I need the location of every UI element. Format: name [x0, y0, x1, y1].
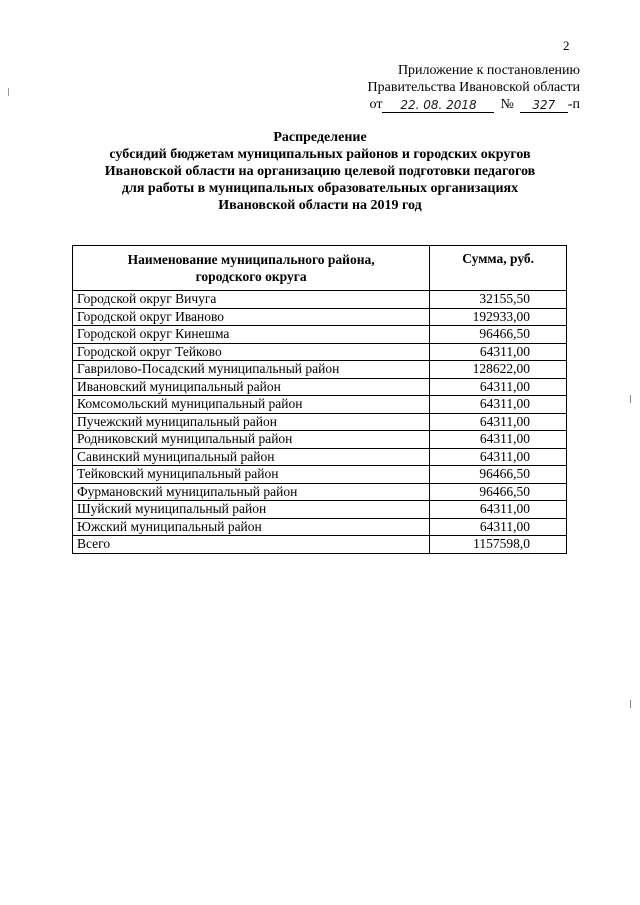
row-sum-cell: 96466,50: [430, 326, 567, 344]
row-sum-cell: 192933,00: [430, 308, 567, 326]
column-header-sum: Сумма, руб.: [430, 246, 567, 291]
date-prefix: от: [369, 97, 383, 112]
table-row: [73, 291, 567, 309]
scan-mark: [8, 88, 9, 96]
page-number: 2: [563, 38, 570, 53]
row-sum-cell: 128622,00: [430, 361, 567, 379]
row-sum-cell: 96466,50: [430, 466, 567, 484]
table-row: [73, 518, 567, 536]
row-name-cell: Фурмановский муниципальный район: [73, 483, 430, 501]
scan-mark: [630, 700, 631, 708]
table-row: [73, 466, 567, 484]
table-row: [73, 378, 567, 396]
row-sum-cell: 32155,50: [430, 291, 567, 309]
row-name-cell: Савинский муниципальный район: [73, 448, 430, 466]
row-name-cell: Комсомольский муниципальный район: [73, 396, 430, 414]
appendix-line-1: Приложение к постановлению: [397, 63, 580, 78]
title-line-2: субсидий бюджетам муниципальных районов и городских округов: [109, 147, 531, 162]
row-name-cell: Пучежский муниципальный район: [73, 413, 430, 431]
row-sum-cell: 64311,00: [430, 396, 567, 414]
title-line-1: Распределение: [273, 130, 367, 145]
row-sum-cell: 64311,00: [430, 448, 567, 466]
total-sum: 1157598,0: [430, 536, 567, 554]
column-header-name-line-2: городского округа: [195, 269, 307, 284]
table-row: [73, 326, 567, 344]
appendix-date-line: [340, 96, 580, 113]
row-sum-cell: 64311,00: [430, 413, 567, 431]
row-sum-cell: 64311,00: [430, 343, 567, 361]
distribution-table: [72, 245, 567, 554]
title-line-5: Ивановской области на 2019 год: [218, 198, 422, 213]
document-title: [40, 129, 600, 214]
row-name-cell: Городской округ Иваново: [73, 308, 430, 326]
total-row: [73, 536, 567, 554]
table-header-row: [73, 246, 567, 291]
row-sum-cell: 96466,50: [430, 483, 567, 501]
row-sum-cell: 64311,00: [430, 378, 567, 396]
appendix-header: [340, 62, 580, 113]
table-row: [73, 483, 567, 501]
table-row: [73, 396, 567, 414]
column-header-name: [73, 246, 430, 291]
row-name-cell: Шуйский муниципальный район: [73, 501, 430, 519]
row-name-cell: Тейковский муниципальный район: [73, 466, 430, 484]
table-row: [73, 413, 567, 431]
scan-mark: [630, 395, 631, 403]
row-sum-cell: 64311,00: [430, 518, 567, 536]
table-row: [73, 431, 567, 449]
row-name-cell: Городской округ Тейково: [73, 343, 430, 361]
table-row: [73, 308, 567, 326]
table-row: [73, 343, 567, 361]
table-row: [73, 361, 567, 379]
row-name-cell: Гаврилово-Посадский муниципальный район: [73, 361, 430, 379]
number-suffix: -п: [567, 97, 580, 112]
row-name-cell: Городской округ Кинешма: [73, 326, 430, 344]
title-line-3: Ивановской области на организацию целевой подготовки педагогов: [104, 164, 536, 179]
table-body: [73, 291, 567, 536]
table-row: [73, 448, 567, 466]
appendix-line-2: Правительства Ивановской области: [367, 80, 580, 95]
row-sum-cell: 64311,00: [430, 501, 567, 519]
handwritten-date: 22. 08. 2018: [382, 98, 494, 113]
row-name-cell: Ивановский муниципальный район: [73, 378, 430, 396]
column-header-name-line-1: Наименование муниципального района,: [127, 252, 375, 267]
total-label: Всего: [73, 536, 430, 554]
row-name-cell: Южский муниципальный район: [73, 518, 430, 536]
row-name-cell: Городской округ Вичуга: [73, 291, 430, 309]
number-prefix: №: [500, 97, 514, 112]
row-sum-cell: 64311,00: [430, 431, 567, 449]
table-row: [73, 501, 567, 519]
title-line-4: для работы в муниципальных образовательных организациях: [121, 181, 519, 196]
row-name-cell: Родниковский муниципальный район: [73, 431, 430, 449]
handwritten-number: 327: [520, 98, 568, 113]
